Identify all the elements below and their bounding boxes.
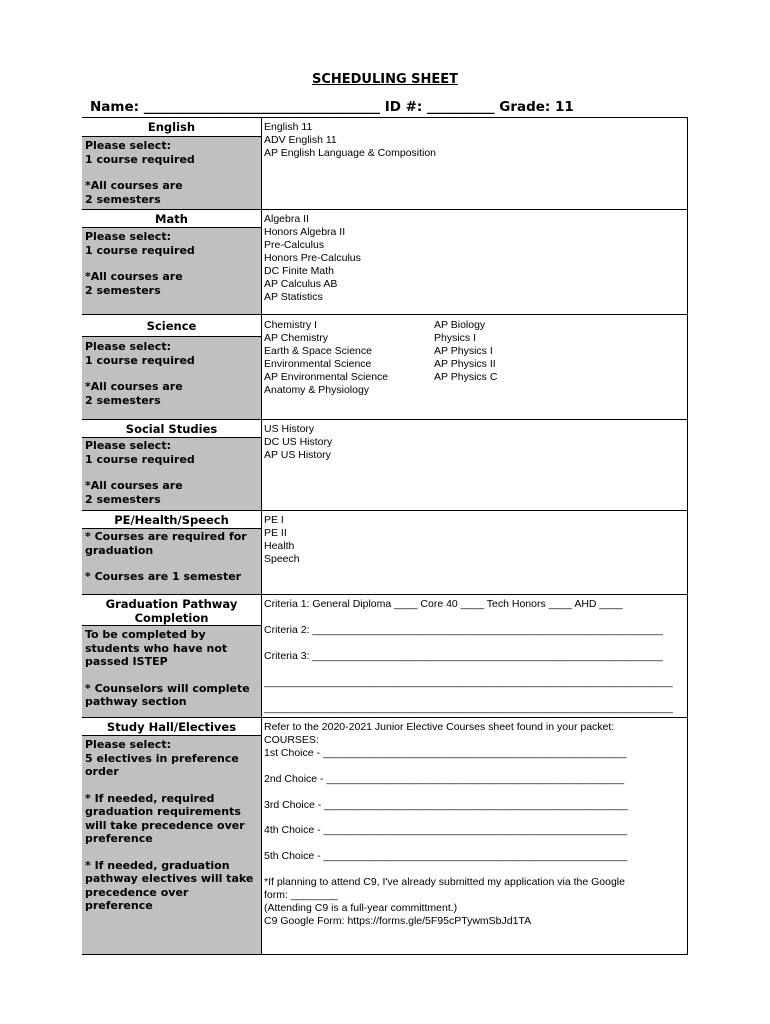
- page-title: SCHEDULING SHEET: [311, 72, 459, 87]
- choice-1-field[interactable]: 1st Choice - ____________________________________________________: [264, 747, 627, 759]
- graduation-pathway-criteria: [262, 596, 688, 717]
- pathway-blank-1[interactable]: ______________________________________________________________________: [264, 676, 673, 688]
- course-item[interactable]: PE II: [264, 527, 287, 539]
- electives-heading: Study Hall/Electives: [82, 718, 262, 736]
- criteria-2-field[interactable]: Criteria 2: ____________________________________________________________: [264, 624, 663, 636]
- course-item[interactable]: Environmental Science: [264, 358, 372, 370]
- course-item[interactable]: Algebra II: [264, 213, 309, 225]
- course-item[interactable]: Earth & Space Science: [264, 345, 372, 357]
- course-item[interactable]: Honors Pre-Calculus: [264, 252, 361, 264]
- english-heading: English: [82, 118, 262, 137]
- math-notes: Please select: 1 course required *All courses are 2 semesters: [82, 228, 262, 314]
- english-course-list: [262, 119, 688, 162]
- course-item[interactable]: AP Chemistry: [264, 332, 328, 344]
- social-studies-notes: Please select: 1 course required *All courses are 2 semesters: [82, 438, 262, 510]
- course-item[interactable]: DC US History: [264, 436, 333, 448]
- criteria-3-field[interactable]: Criteria 3: ____________________________________________________________: [264, 650, 663, 662]
- course-item[interactable]: AP Environmental Science: [264, 371, 389, 383]
- math-heading: Math: [82, 210, 262, 228]
- c9-note-line1: *If planning to attend C9, I've already submitted my application via the Google: [264, 876, 625, 888]
- course-item[interactable]: Pre-Calculus: [264, 239, 325, 251]
- c9-note-line3: (Attending C9 is a full-year committment.): [264, 902, 458, 914]
- course-item[interactable]: ADV English 11: [264, 134, 337, 146]
- course-item[interactable]: Anatomy & Physiology: [264, 384, 370, 396]
- course-item[interactable]: English 11: [264, 121, 313, 133]
- choice-4-field[interactable]: 4th Choice - ____________________________________________________: [264, 824, 628, 836]
- pe-health-speech-heading: PE/Health/Speech: [82, 511, 262, 529]
- courses-label: COURSES:: [264, 734, 319, 746]
- choice-2-field[interactable]: 2nd Choice - ___________________________________________________: [264, 773, 625, 785]
- math-course-list: [262, 211, 688, 306]
- criteria-1-field[interactable]: Criteria 1: General Diploma ____ Core 40 ____ Tech Honors ____ AHD ____: [264, 598, 623, 610]
- graduation-pathway-notes: To be completed by students who have not passed ISTEP * Counselors will complete pathway section: [82, 626, 262, 717]
- graduation-pathway-heading: Graduation Pathway Completion: [82, 595, 262, 626]
- student-info-bar: [90, 99, 690, 115]
- social-studies-course-list: [262, 421, 688, 464]
- science-course-list-1: [262, 317, 432, 399]
- choice-5-field[interactable]: 5th Choice - ____________________________________________________: [264, 850, 628, 862]
- course-item[interactable]: AP Physics C: [434, 371, 498, 383]
- course-item[interactable]: AP English Language & Composition: [264, 147, 437, 159]
- course-item[interactable]: US History: [264, 423, 315, 435]
- pathway-blank-2[interactable]: ______________________________________________________________________: [264, 702, 673, 714]
- social-studies-heading: Social Studies: [82, 420, 262, 438]
- english-notes: Please select: 1 course required *All courses are 2 semesters: [82, 137, 262, 209]
- science-heading: Science: [82, 315, 262, 337]
- course-item[interactable]: AP Physics II: [434, 358, 496, 370]
- course-item[interactable]: AP Physics I: [434, 345, 493, 357]
- pe-health-speech-course-list: [262, 512, 688, 568]
- course-item[interactable]: Chemistry I: [264, 319, 318, 331]
- science-course-list-2: [432, 317, 632, 386]
- course-item[interactable]: AP Statistics: [264, 291, 323, 303]
- course-item[interactable]: AP Calculus AB: [264, 278, 338, 290]
- c9-form-field[interactable]: form: ________: [264, 889, 338, 901]
- course-item[interactable]: PE I: [264, 514, 284, 526]
- pe-health-speech-notes: * Courses are required for graduation * Courses are 1 semester: [82, 529, 262, 594]
- id-label: ID #:: [384, 99, 423, 115]
- course-item[interactable]: Health: [264, 540, 295, 552]
- electives-notes: Please select: 5 electives in preference order * If needed, required graduation requirements will take precedence over preference * If needed, graduation pathway electives will take precedence over preference: [82, 736, 262, 954]
- course-item[interactable]: Speech: [264, 553, 300, 565]
- course-item[interactable]: Physics I: [434, 332, 477, 344]
- course-item[interactable]: AP US History: [264, 449, 331, 461]
- science-notes: Please select: 1 course required *All courses are 2 semesters: [82, 337, 262, 419]
- choice-3-field[interactable]: 3rd Choice - ____________________________________________________: [264, 799, 628, 811]
- name-field[interactable]: ___________________________________: [143, 99, 380, 115]
- electives-intro: Refer to the 2020-2021 Junior Elective Courses sheet found in your packet:: [264, 721, 615, 733]
- id-field[interactable]: __________: [427, 99, 495, 115]
- course-item[interactable]: Honors Algebra II: [264, 226, 346, 238]
- name-label: Name:: [90, 99, 140, 115]
- course-item[interactable]: DC Finite Math: [264, 265, 335, 277]
- course-item[interactable]: AP Biology: [434, 319, 486, 331]
- c9-google-form-link[interactable]: C9 Google Form: https://forms.gle/5F95cPTywmSbJd1TA: [264, 915, 532, 927]
- electives-choices: [262, 719, 688, 930]
- grade-label: Grade: 11: [499, 99, 574, 115]
